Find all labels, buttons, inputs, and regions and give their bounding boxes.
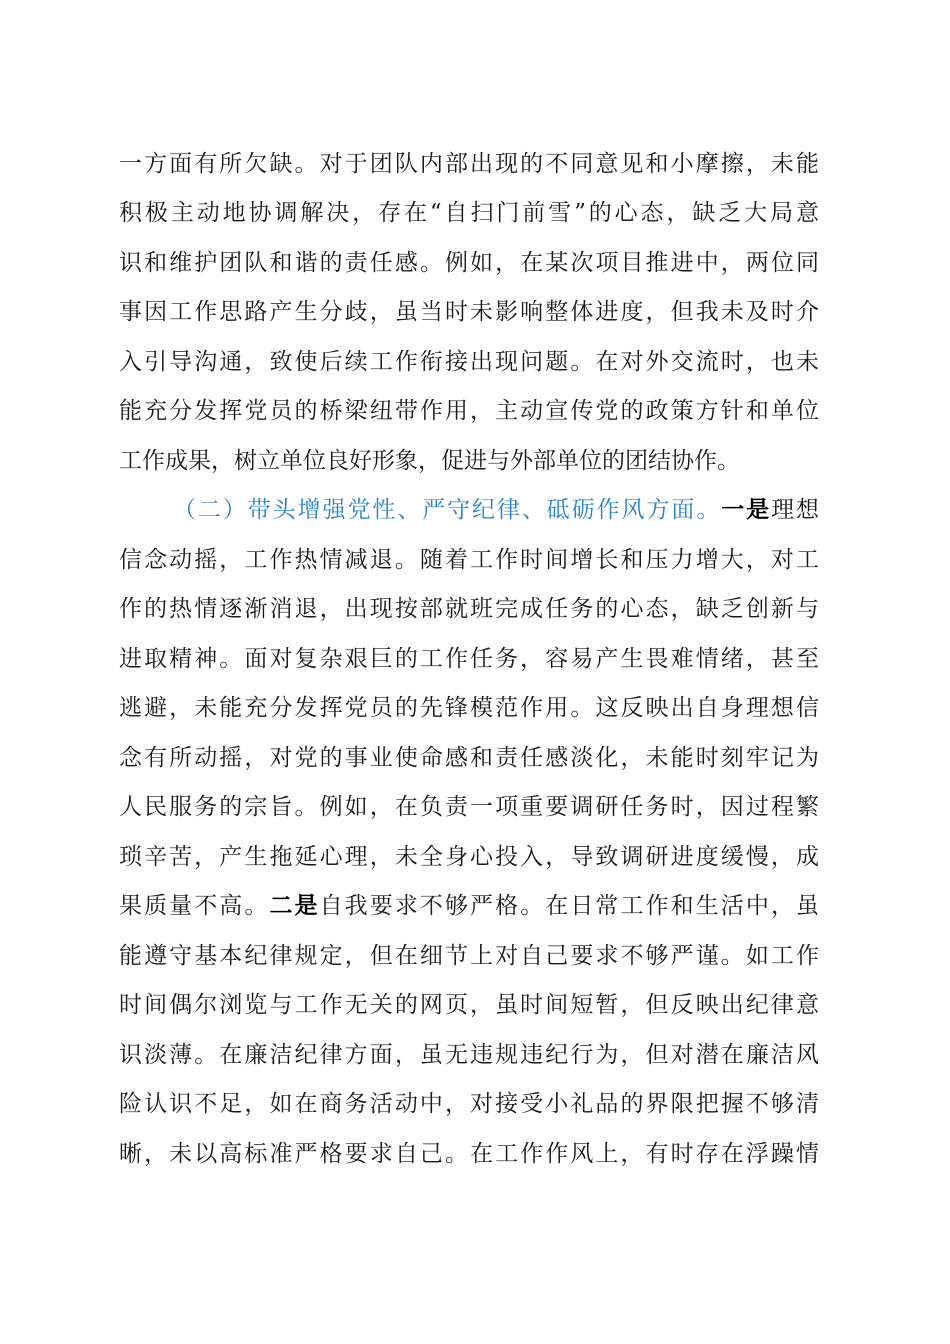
paragraph-line: 一方面有所欠缺。对于团队内部出现的不同意见和小摩擦，未能 <box>119 151 819 177</box>
paragraph-line: 人民服务的宗旨。例如，在负责一项重要调研任务时，因过程繁 <box>119 794 819 820</box>
paragraph-line-mixed <box>119 886 819 926</box>
section-heading: （二）带头增强党性、严守纪律、砥砺作风方面。 <box>173 497 722 523</box>
paragraph-line: 能遵守基本纪律规定，但在细节上对自己要求不够严谨。如工作 <box>119 943 819 969</box>
paragraph-line: 积极主动地协调解决，存在“自扫门前雪”的心态，缺乏大局意 <box>119 200 819 226</box>
paragraph-line: 信念动摇，工作热情减退。随着工作时间增长和压力增大，对工 <box>119 547 819 573</box>
paragraph-line: 时间偶尔浏览与工作无关的网页，虽时间短暂，但反映出纪律意 <box>119 992 819 1018</box>
paragraph-line: 工作成果，树立单位良好形象，促进与外部单位的团结协作。 <box>119 448 740 474</box>
paragraph-line: 识和维护团队和谐的责任感。例如，在某次项目推进中，两位同 <box>119 250 819 276</box>
point-marker-two: 二是 <box>269 892 320 919</box>
paragraph-line: 识淡薄。在廉洁纪律方面，虽无违规违纪行为，但对潜在廉洁风 <box>119 1042 819 1068</box>
text-segment: 果质量不高。 <box>119 893 270 919</box>
paragraph-line: 念有所动摇，对党的事业使命感和责任感淡化，未能时刻牢记为 <box>119 745 819 771</box>
point-marker-one: 一是 <box>721 496 772 523</box>
paragraph-line: 险认识不足，如在商务活动中，对接受小礼品的界限把握不够清 <box>119 1091 819 1117</box>
text-segment: 自我要求不够严格。在日常工作和生活中，虽 <box>319 893 820 919</box>
paragraph-line: 进取精神。面对复杂艰巨的工作任务，容易产生畏难情绪，甚至 <box>119 646 819 672</box>
paragraph-line: 作的热情逐渐消退，出现按部就班完成任务的心态，缺乏创新与 <box>119 596 819 622</box>
paragraph-line: 事因工作思路产生分歧，虽当时未影响整体进度，但我未及时介 <box>119 299 819 325</box>
paragraph-line: 逃避，未能充分发挥党员的先锋模范作用。这反映出自身理想信 <box>119 695 819 721</box>
heading-line-rest: 理想 <box>771 497 820 523</box>
section-heading-line <box>173 490 819 530</box>
paragraph-line: 琐辛苦，产生拖延心理，未全身心投入，导致调研进度缓慢，成 <box>119 844 819 870</box>
paragraph-line: 晰，未以高标准严格要求自己。在工作作风上，有时存在浮躁情 <box>119 1141 819 1167</box>
paragraph-line: 能充分发挥党员的桥梁纽带作用，主动宣传党的政策方针和单位 <box>119 398 819 424</box>
paragraph-line: 入引导沟通，致使后续工作衔接出现问题。在对外交流时，也未 <box>119 349 819 375</box>
